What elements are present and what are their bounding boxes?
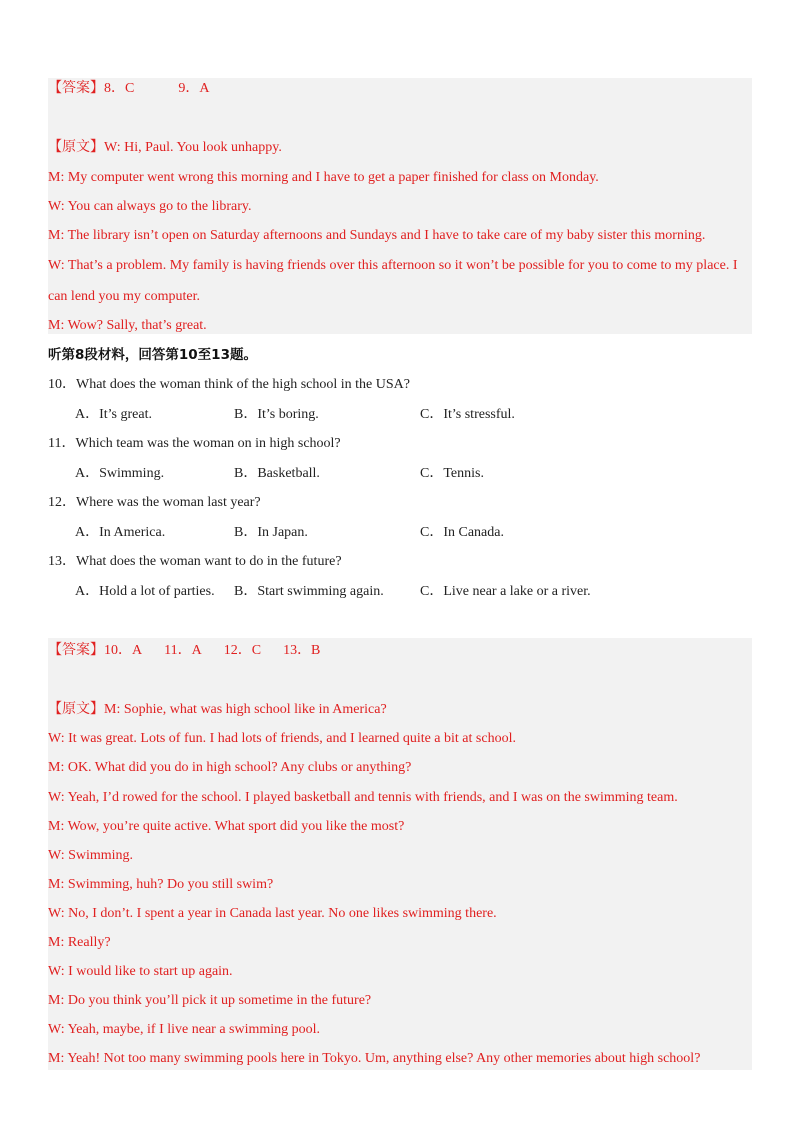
- transcript-line: M: Wow, you’re quite active. What sport did you like the most?: [48, 819, 405, 834]
- question-option: A．It’s great.: [75, 407, 152, 422]
- transcript-label: 【原文】: [48, 140, 104, 155]
- transcript-line: W: Yeah, maybe, if I live near a swimming pool.: [48, 1022, 321, 1037]
- question-option: A．Hold a lot of parties.: [75, 584, 215, 599]
- transcript-line: W: It was great. Lots of fun. I had lots of friends, and I learned quite a bit at school.: [48, 731, 516, 746]
- question-option: C．It’s stressful.: [420, 407, 515, 422]
- answer-item: 10．A: [104, 643, 143, 658]
- question-option: B．Basketball.: [234, 466, 320, 481]
- question-option: C．Tennis.: [420, 466, 484, 481]
- answer-item: 9．A: [178, 81, 210, 96]
- transcript-line: W: That’s a problem. My family is having friends over this afternoon so it won’t be possible for you to come to my place. I: [48, 258, 738, 273]
- question-option: B．In Japan.: [234, 525, 308, 540]
- question-stem: 12．Where was the woman last year?: [48, 495, 261, 510]
- transcript-line: 【原文】W: Hi, Paul. You look unhappy.: [48, 140, 282, 155]
- transcript-line: W: Yeah, I’d rowed for the school. I played basketball and tennis with friends, and I was on the swimming team.: [48, 790, 678, 805]
- answer-item: 8．C: [104, 81, 135, 96]
- transcript-line: M: Swimming, huh? Do you still swim?: [48, 877, 274, 892]
- answer-item: 12．C: [223, 643, 262, 658]
- question-stem: 13．What does the woman want to do in the future?: [48, 554, 342, 569]
- transcript-line: W: No, I don’t. I spent a year in Canada last year. No one likes swimming there.: [48, 906, 497, 921]
- question-option: A．In America.: [75, 525, 166, 540]
- transcript-line: M: Yeah! Not too many swimming pools here in Tokyo. Um, anything else? Any other memories about high school?: [48, 1051, 701, 1066]
- question-option: A．Swimming.: [75, 466, 165, 481]
- transcript-line: M: The library isn’t open on Saturday afternoons and Sundays and I have to take care of my baby sister this morning.: [48, 228, 706, 243]
- question-option: B．It’s boring.: [234, 407, 319, 422]
- question-option: B．Start swimming again.: [234, 584, 384, 599]
- transcript-line: W: I would like to start up again.: [48, 964, 233, 979]
- question-stem: 10．What does the woman think of the high school in the USA?: [48, 377, 410, 392]
- transcript-line: M: Really?: [48, 935, 111, 950]
- transcript-line: 【原文】M: Sophie, what was high school like in America?: [48, 702, 387, 717]
- transcript-line: M: Do you think you’ll pick it up sometime in the future?: [48, 993, 372, 1008]
- answer-item: 11．A: [164, 643, 202, 658]
- transcript-line: W: You can always go to the library.: [48, 199, 252, 214]
- answer-label: 【答案】: [48, 643, 104, 658]
- transcript-line: can lend you my computer.: [48, 289, 201, 304]
- answer-line-1: [48, 80, 209, 98]
- transcript-line: M: My computer went wrong this morning and I have to get a paper finished for class on Monday.: [48, 170, 599, 185]
- question-option: C．In Canada.: [420, 525, 504, 540]
- question-stem: 11．Which team was the woman on in high school?: [48, 436, 341, 451]
- transcript-line: M: Wow? Sally, that’s great.: [48, 318, 207, 333]
- transcript-label: 【原文】: [48, 702, 104, 717]
- transcript-line: M: OK. What did you do in high school? Any clubs or anything?: [48, 760, 412, 775]
- answer-line-2: [48, 642, 320, 660]
- transcript-line: W: Swimming.: [48, 848, 134, 863]
- question-option: C．Live near a lake or a river.: [420, 584, 591, 599]
- answer-item: 13．B: [283, 643, 321, 658]
- section-heading: 听第8段材料，回答第10至13题。: [48, 347, 257, 363]
- answer-label: 【答案】: [48, 81, 104, 96]
